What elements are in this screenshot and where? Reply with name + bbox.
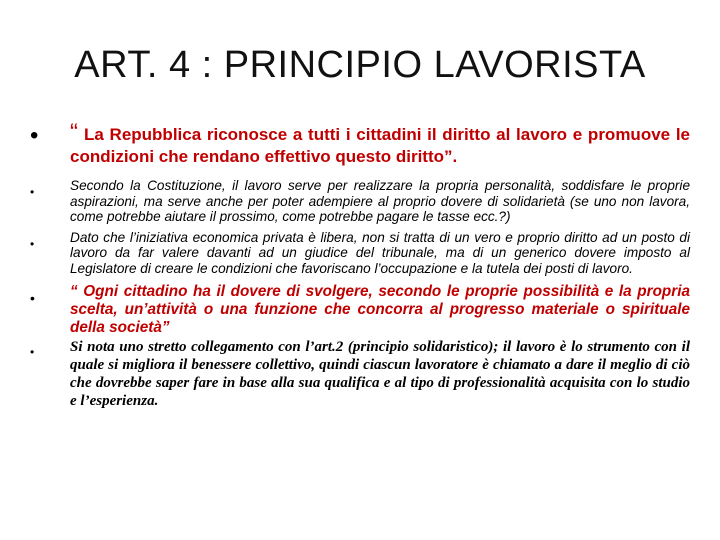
list-item <box>30 283 690 337</box>
bullet-icon: • <box>30 236 35 251</box>
bullet-text: “ Ogni cittadino ha il dovere di svolgere, secondo le proprie possibilità e la propria scelta, un’attività o una funzione che concorra al progresso materiale o spirituale della società” <box>70 282 690 336</box>
bullet-text: “ La Repubblica riconosce a tutti i cittadini il diritto al lavoro e promuove le condizioni che rendano effettivo questo diritto”. <box>70 119 690 166</box>
bullet-icon: • <box>30 289 35 306</box>
bullet-text: Secondo la Costituzione, il lavoro serve per realizzare la propria personalità, soddisfare le proprie aspirazioni, ma serve anche per poter adempiere al proprio dovere di solidarietà (se uno non lavora, come potrebbe aiutare il prossimo, come potrebbe pagare le tasse ecc.?) <box>70 178 690 225</box>
list-item <box>30 230 690 277</box>
bullet-text: Dato che l’iniziativa economica privata è libera, non si tratta di un vero e proprio diritto ad un posto di lavoro da far valere davanti ad un giudice del tribunale, ma di un generico dovere imposto al Legislatore di creare le condizioni che favoriscano l’occupazione e la tutela dei posti di lavoro. <box>70 229 690 276</box>
bullet-icon: • <box>30 185 35 199</box>
bullet-list <box>30 119 690 410</box>
bullet-icon: • <box>30 344 35 359</box>
quote-mark: “ <box>70 119 78 146</box>
slide-title: ART. 4 : PRINCIPIO LAVORISTA <box>74 44 646 86</box>
list-item <box>30 178 690 225</box>
bullet-icon: • <box>30 122 39 149</box>
list-item <box>30 119 690 168</box>
list-item <box>30 338 690 410</box>
bullet-text: Si nota uno stretto collegamento con l’art.2 (principio solidaristico); il lavoro è lo strumento con il quale si migliora il benessere collettivo, quindi ciascun lavoratore è chiamato a dare il meglio di ciò che dovrebbe saper fare in base alla sua qualifica e al tipo di professionalità acquisita con lo studio e l’esperienza. <box>70 338 690 409</box>
